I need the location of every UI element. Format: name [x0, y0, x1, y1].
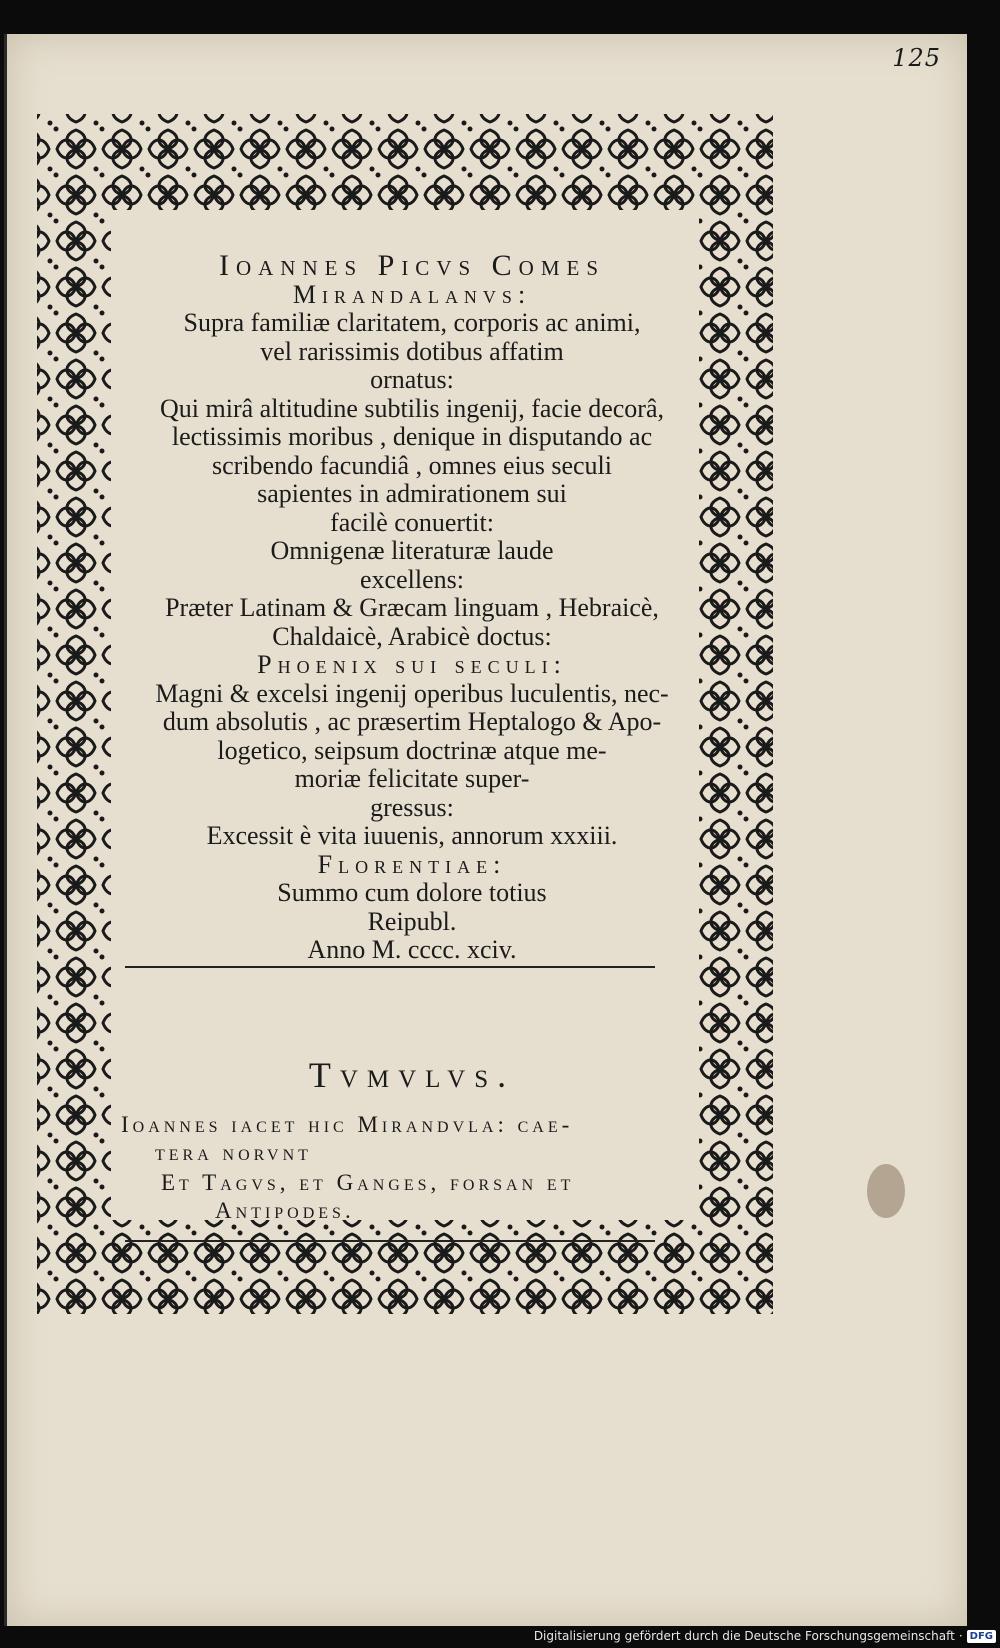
inscription-line: Florentiae:	[317, 849, 507, 879]
inscription-line: facilè conuertit:	[330, 507, 494, 537]
dfg-logo: DFG	[967, 1630, 996, 1643]
digitization-footer: Digitalisierung gefördert durch die Deutsche Forschungsgemeinschaft · DFG	[534, 1627, 996, 1645]
inscription-line: Reipubl.	[367, 906, 457, 936]
inscription-line: logetico, seipsum doctrinæ atque me-	[217, 735, 607, 765]
inscription-line: Magni & excelsi ingenij operibus luculentis, nec-	[155, 678, 669, 708]
folio-number: 125	[892, 44, 941, 72]
inscription-line: excellens:	[360, 564, 464, 594]
inscription-line: Præter Latinam & Græcam linguam , Hebraicè,	[165, 593, 659, 622]
tumulus-title: Tvmvlvs.	[308, 1055, 516, 1095]
inscription-line: ornatus:	[370, 365, 454, 394]
inscription-line: sapientes in admirationem sui	[257, 479, 567, 508]
inscription-line: Excessit è vita iuuenis, annorum xxxiii.	[206, 821, 618, 850]
rule-bottom	[125, 1240, 655, 1242]
inscription-line: vel rarissimis dotibus affatim	[260, 336, 564, 366]
epitaph-line-3: Et Tagvs, et Ganges, forsan et	[161, 1170, 575, 1195]
inscription-line: Supra familiæ claritatem, corporis ac animi,	[183, 308, 641, 337]
book-page	[4, 34, 967, 1626]
epitaph-line-1: Ioannes iacet hic Mirandvla: cae-	[121, 1112, 574, 1137]
inscription-line: scribendo facundiâ , omnes eius seculi	[212, 450, 612, 480]
inscription-line: Mirandalanvs:	[292, 279, 532, 309]
footer-text: Digitalisierung gefördert durch die Deutsche Forschungsgemeinschaft	[533, 1629, 955, 1643]
inscription-line: Ioannes Picvs Comes	[218, 249, 606, 282]
inscription-line: Chaldaicè, Arabicè doctus:	[272, 621, 552, 651]
inscription-block	[122, 249, 702, 965]
rule-top	[125, 966, 655, 968]
inscription-line: Phoenix sui seculi:	[257, 650, 567, 679]
inscription-line: Qui mirâ altitudine subtilis ingenij, facie decorâ,	[160, 393, 664, 423]
inscription-line: lectissimis moribus , denique in disputando ac	[171, 422, 653, 451]
inscription-line: Anno M. cccc. xciv.	[307, 935, 517, 964]
inscription-line: Omnigenæ literaturæ laude	[270, 536, 554, 565]
epitaph-line-4: Antipodes.	[215, 1198, 355, 1223]
inscription-line: moriæ felicitate super-	[294, 764, 530, 793]
epitaph-line-2: tera norvnt	[155, 1140, 312, 1165]
inscription-line: Summo cum dolore totius	[277, 878, 547, 907]
inscription-line: dum absolutis , ac præsertim Heptalogo & Apo-	[162, 707, 662, 736]
inscription-line: gressus:	[370, 792, 454, 822]
